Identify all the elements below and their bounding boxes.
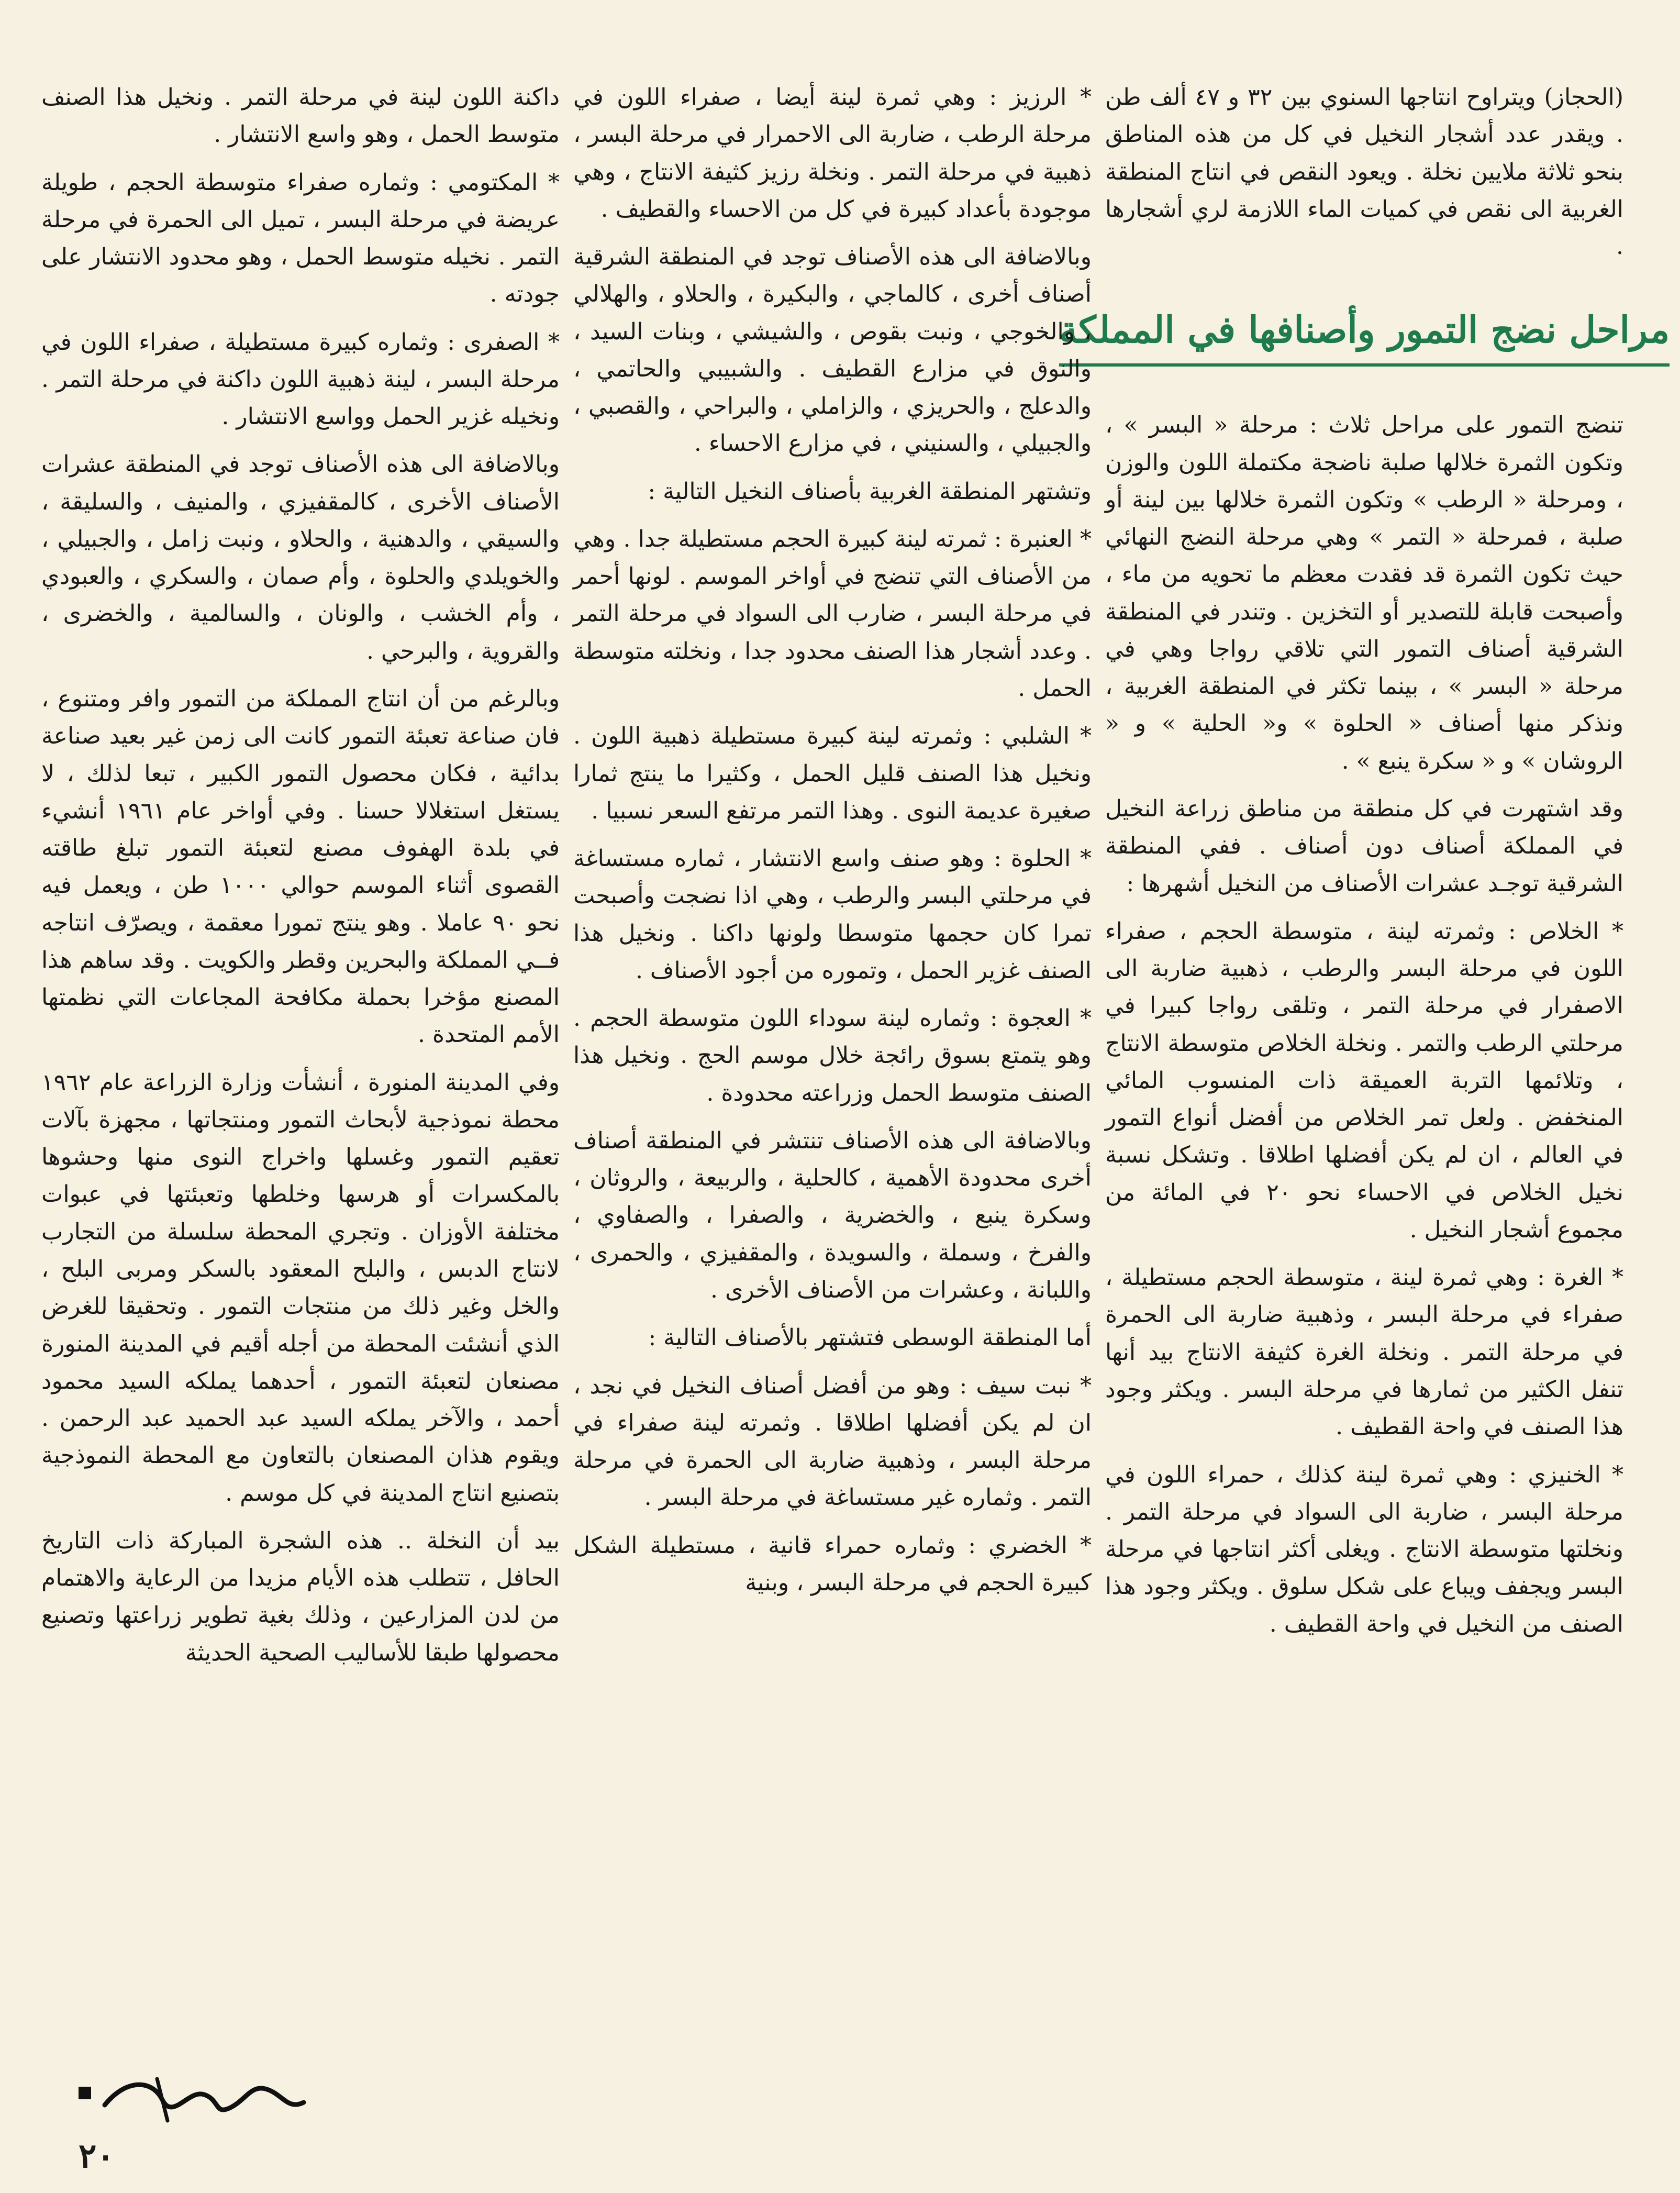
paragraph: * المكتومي : وثماره صفراء متوسطة الحجم ، طويلة عريضة في مرحلة البسر ، تميل الى الحمرة في مرحلة التمر . نخيله متوسط الحمل ، وهو محدود الانتشار على جودته . xyxy=(41,169,560,308)
paragraph: أما المنطقة الوسطى فتشتهر بالأصناف التالية : xyxy=(648,1324,1092,1352)
paragraph: * الخنيزي : وهي ثمرة لينة كذلك ، حمراء اللون في مرحلة البسر ، ضاربة الى السواد في مرحلة التمر . ونخلتها متوسطة الانتاج . ويغلى أكثر انتاجها في مرحلة البسر ويجفف ويباع على شكل سلوق . ويكثر وجود هذا الصنف من النخيل في واحة القطيف . xyxy=(1105,1461,1623,1637)
paragraph: وبالاضافة الى هذه الأصناف توجد في المنطقة عشرات الأصناف الأخرى ، كالمقفيزي ، والمنيف ، والسليقة ، والسيقي ، والدهنية ، والحلاو ، ونبت زامل ، والجبيلي ، والخويلدي والحلوة ، وأم صمان ، والسكري ، والعبودي ، وأم الخشب ، والونان ، والسالمية ، والخضرى ، والقروية ، والبرحي . xyxy=(41,451,560,664)
paragraph: * الخضري : وثماره حمراء قانية ، مستطيلة الشكل كبيرة الحجم في مرحلة البسر ، وبنية xyxy=(573,1532,1092,1596)
paragraph: * نبت سيف : وهو من أفضل أصناف النخيل في نجد ، ان لم يكن أفضلها اطلاقا . وثمرته لينة صفراء في مرحلة البسر ، وذهبية ضاربة الى الحمرة في مرحلة التمر . وثماره غير مستساغة في مرحلة البسر . xyxy=(573,1372,1092,1511)
paragraph: * الصفرى : وثماره كبيرة مستطيلة ، صفراء اللون في مرحلة البسر ، لينة ذهبية اللون داكنة في مرحلة التمر . ونخيله غزير الحمل وواسع الانتشار . xyxy=(41,328,560,430)
paragraph: * العجوة : وثماره لينة سوداء اللون متوسطة الحجم . وهو يتمتع بسوق رائجة خلال موسم الحج . ونخيل هذا الصنف متوسط الحمل وزراعته محدودة . xyxy=(573,1005,1092,1106)
paragraph: وفي المدينة المنورة ، أنشأت وزارة الزراعة عام ١٩٦٢ محطة نموذجية لأبحاث التمور ومنتجاتها ، مجهزة بآلات تعقيم التمور وغسلها واخراج النوى منها وحشوها بالمكسرات أو هرسها وخلطها وتعبئتها في عبوات مختلفة الأوزان . وتجري المحطة سلسلة من التجارب لانتاج الدبس ، والبلح المعقود بالسكر ومربى البلح ، والخل وغير ذلك من منتجات التمور . وتحقيقا للغرض الذي أنشئت المحطة من أجله أقيم في المدينة المنورة مصنعان لتعبئة التمور ، أحدهما يملكه السيد محمود أحمد ، والآخر يملكه السيد عبد الحميد عبد الرحمن . ويقوم هذان المصنعان بالتعاون مع المحطة النموذجية بتصنيع انتاج المدينة في كل موسم . xyxy=(41,1069,560,1507)
paragraph: * الغرة : وهي ثمرة لينة ، متوسطة الحجم مستطيلة ، صفراء في مرحلة البسر ، وذهبية ضاربة الى الحمرة في مرحلة التمر . ونخلة الغرة كثيفة الانتاج بيد أنها تنفل الكثير من ثمارها في مرحلة البسر . ويكثر وجود هذا الصنف في واحة القطيف . xyxy=(1105,1264,1623,1441)
paragraph: وتشتهر المنطقة الغربية بأصناف النخيل التالية : xyxy=(648,478,1092,505)
paragraph: وقد اشتهرت في كل منطقة من مناطق زراعة النخيل في المملكة أصناف دون أصناف . ففي المنطقة الشرقية توجـد عشرات الأصناف من النخيل أشهرها : xyxy=(1105,795,1623,897)
section-heading xyxy=(1059,275,1670,391)
page-number: ٢٠ xyxy=(79,2136,115,2176)
paragraph: * العنبرة : ثمرته لينة كبيرة الحجم مستطيلة جدا . وهي من الأصناف التي تنضج في أواخر الموسم . لونها أحمر في مرحلة البسر ، ضارب الى السواد في مرحلة التمر . وعدد أشجار هذا الصنف محدود جدا ، ونخلته متوسطة الحمل . xyxy=(573,525,1092,702)
left-column xyxy=(41,79,560,2084)
paragraph: * الشلبي : وثمرته لينة كبيرة مستطيلة ذهبية اللون . ونخيل هذا الصنف قليل الحمل ، وكثيرا ما ينتج ثمارا صغيرة عديمة النوى . وهذا التمر مرتفع السعر نسبيا . xyxy=(573,723,1092,824)
end-mark-square xyxy=(79,2087,91,2099)
paragraph: وبالرغم من أن انتاج المملكة من التمور وافر ومتنوع ، فان صناعة تعبئة التمور كانت الى زمن غير بعيد صناعة بدائية ، فكان محصول التمور الكبير ، تبعا لذلك ، لا يستغل استغلالا حسنا . وفي أواخر عام ١٩٦١ أنشيء في بلدة الهفوف مصنع لتعبئة التمور تبلغ طاقته القصوى أثناء الموسم حوالي ١٠٠٠ طن ، ويعمل فيه نحو ٩٠ عاملا . وهو ينتج تمورا معقمة ، ويصرّف انتاجه فــي المملكة والبحرين وقطر والكويت . وقد ساهم هذا المصنع مؤخرا بحملة مكافحة المجاعات التي نظمتها الأمم المتحدة . xyxy=(41,685,560,1048)
paragraph: وبالاضافة الى هذه الأصناف توجد في المنطقة الشرقية أصناف أخرى ، كالماجي ، والبكيرة ، والحلاو ، والهلالي ، والخوجي ، ونبت بقوص ، والشيشي ، وبنات السيد ، والنوق في مزارع القطيف . والشبيبي والحاتمي ، والدعلج ، والحريزي ، والزاملي ، والبراحي ، والقصبي ، والجبيلي ، والسنيني ، في مزارع الاحساء . xyxy=(573,243,1092,457)
paragraph: * الحلوة : وهو صنف واسع الانتشار ، ثماره مستساغة في مرحلتي البسر والرطب ، وهي اذا نضجت وأصبحت تمرا كان حجمها متوسطا ولونها داكنا . ونخيل هذا الصنف غزير الحمل ، وتموره من أجود الأصناف . xyxy=(573,845,1092,984)
paragraph: وبالاضافة الى هذه الأصناف تنتشر في المنطقة أصناف أخرى محدودة الأهمية ، كالحلية ، والربيعة ، والروثان ، وسكرة ينبع ، والخضرية ، والصفرا ، والصفاوي ، والفرخ ، وسملة ، والسويدة ، والمقفيزي ، والحمرى ، واللبانة ، وعشرات من الأصناف الأخرى . xyxy=(573,1127,1092,1303)
middle-column xyxy=(573,79,1092,2084)
paragraph: (الحجاز) ويتراوح انتاجها السنوي بين ٣٢ و ٤٧ ألف طن . ويقدر عدد أشجار النخيل في كل من هذه المناطق بنحو ثلاثة ملايين نخلة . ويعود النقص في انتاج المنطقة الغربية الى نقص في كميات الماء اللازمة لري أشجارها . xyxy=(1105,84,1623,260)
paragraph: داكنة اللون لينة في مرحلة التمر . ونخيل هذا الصنف متوسط الحمل ، وهو واسع الانتشار . xyxy=(41,84,560,148)
paragraph: * الخلاص : وثمرته لينة ، متوسطة الحجم ، صفراء اللون في مرحلة البسر والرطب ، ذهبية ضاربة الى الاصفرار في مرحلة التمر ، وتلقى رواجا كبيرا في مرحلتي الرطب والتمر . ونخلة الخلاص متوسطة الانتاج ، وتلائمها التربة العميقة ذات المنسوب المائي المنخفض . ولعل تمر الخلاص من أفضل أنواع التمور في العالم ، ان لم يكن أفضلها اطلاقا . وتشكل نسبة نخيل الخلاص في الاحساء نحو ٢٠ في المائة من مجموع أشجار النخيل . xyxy=(1105,917,1623,1243)
signature-icon xyxy=(94,2058,314,2136)
paragraph: بيد أن النخلة .. هذه الشجرة المباركة ذات التاريخ الحافل ، تتطلب هذه الأيام مزيدا من الرعاية والاهتمام من لدن المزارعين ، وذلك بغية تطوير زراعتها وتصنيع محصولها طبقا للأساليب الصحية الحديثة xyxy=(41,1527,560,1666)
right-column xyxy=(1059,79,1670,2084)
paragraph: * الرزيز : وهي ثمرة لينة أيضا ، صفراء اللون في مرحلة الرطب ، ضاربة الى الاحمرار في مرحلة البسر ، ذهبية في مرحلة التمر . ونخلة رزيز كثيفة الانتاج ، وهي موجودة بأعداد كبيرة في كل من الاحساء والقطيف . xyxy=(573,84,1092,223)
paragraph: تنضج التمور على مراحل ثلاث : مرحلة « البسر » ، وتكون الثمرة خلالها صلبة ناضجة مكتملة اللون والوزن ، ومرحلة « الرطب » وتكون الثمرة خلالها بين لينة أو صلبة ، فمرحلة « التمر » وهي مرحلة النضج النهائي حيث تكون الثمرة قد فقدت معظم ما تحويه من ماء ، وأصبحت قابلة للتصدير أو التخزين . وتندر في المنطقة الشرقية أصناف التمور التي تلاقي رواجا وهي في مرحلة « البسر » ، بينما تكثر في المنطقة الغربية ، ونذكر منها أصناف « الحلوة » و« الحلية » و « الروشان » و « سكرة ينبع » . xyxy=(1105,412,1623,774)
heading-text: مراحل نضج التمور وأصنافها في المملكة xyxy=(1059,300,1670,367)
